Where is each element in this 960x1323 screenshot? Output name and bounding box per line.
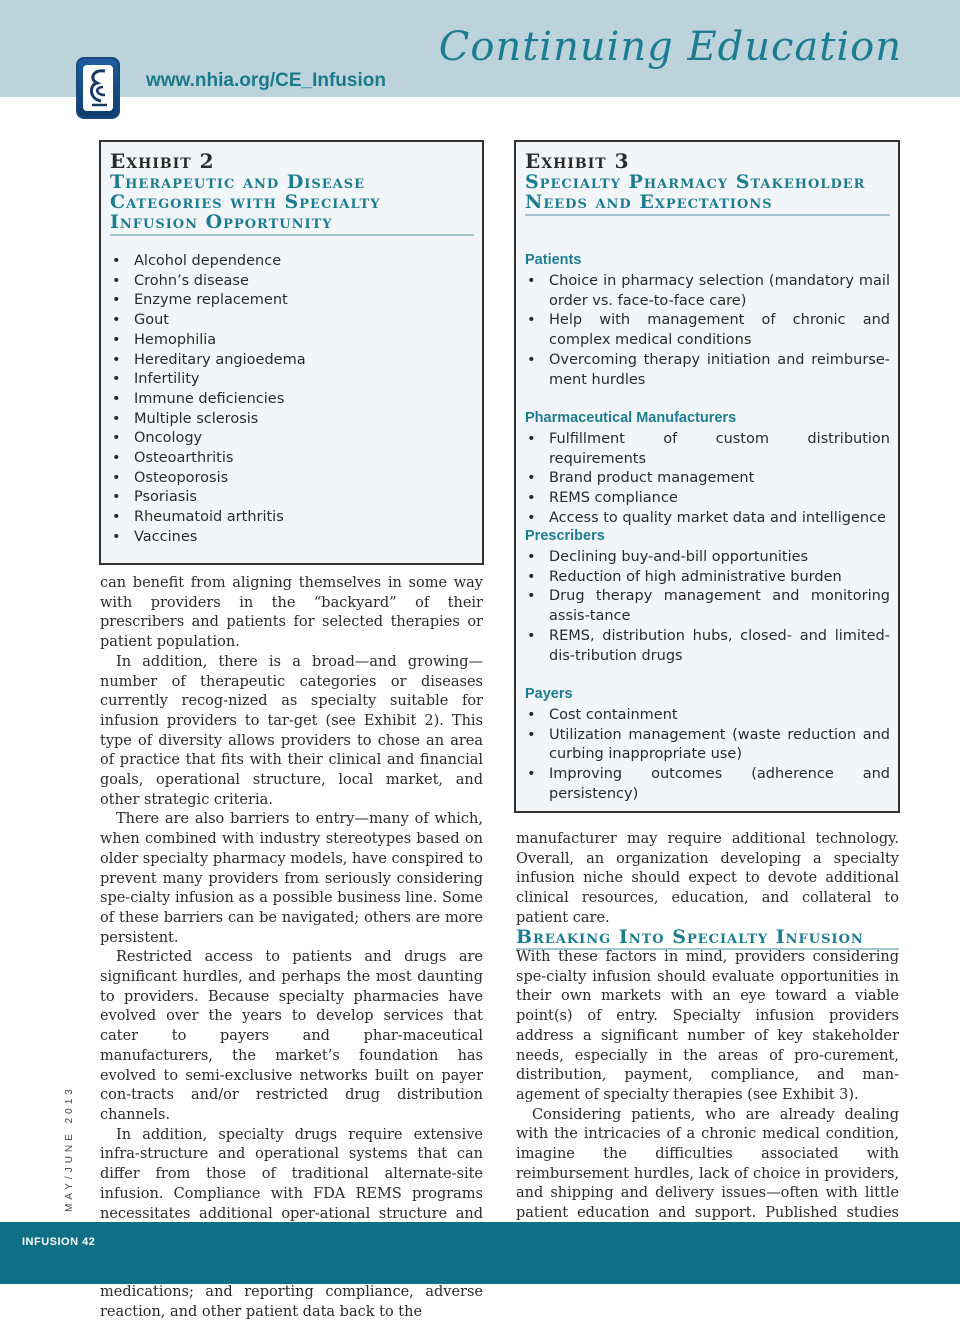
list-item: • Brand product management	[525, 469, 890, 489]
list-item: • Gout	[110, 311, 474, 331]
ce-glyph-icon	[83, 65, 113, 111]
header-url-link[interactable]: www.nhia.org/CE_Infusion	[146, 70, 386, 91]
list-item: • Utilization management (waste reduction and curbing inappropriate use)	[525, 726, 890, 765]
list-item: • Drug therapy management and monitoring assis-tance	[525, 587, 890, 626]
left-column-text	[100, 574, 483, 1323]
payers-list	[525, 706, 890, 805]
list-item: • Improving outcomes (adherence and persistency)	[525, 765, 890, 804]
exhibit-3-label: Exhibit 3	[525, 149, 630, 173]
list-item: • Enzyme replacement	[110, 291, 474, 311]
group-title-patients: Patients	[525, 252, 582, 268]
list-item: • Psoriasis	[110, 488, 474, 508]
list-item: • Hemophilia	[110, 331, 474, 351]
footer-band	[0, 1222, 960, 1284]
list-item: • Alcohol dependence	[110, 252, 474, 272]
manufacturers-list	[525, 430, 890, 529]
list-item: • Choice in pharmacy selection (mandatory mail order vs. face-to-face care)	[525, 272, 890, 311]
list-item: • Rheumatoid arthritis	[110, 508, 474, 528]
right-column-text-top	[516, 830, 899, 929]
list-item: • Vaccines	[110, 528, 474, 548]
paragraph: can benefit from aligning themselves in some way with providers in the “backyard” of their prescribers and patients for selected therapies or patient population.	[100, 575, 483, 651]
paragraph: manufacturer may require additional technology. Overall, an organization developing a specialty infusion niche should expect to devote additional clinical resources, education, and collateral to patient care.	[516, 831, 899, 926]
group-title-manufacturers: Pharmaceutical Manufacturers	[525, 410, 737, 426]
patients-list	[525, 272, 890, 390]
section-heading: Breaking Into Specialty Infusion	[516, 926, 899, 950]
prescribers-list	[525, 548, 890, 666]
right-column-text-bottom	[516, 948, 899, 1244]
list-item: • Immune deficiencies	[110, 390, 474, 410]
list-item: • REMS, distribution hubs, closed- and limited-dis-tribution drugs	[525, 627, 890, 666]
ce-logo-inner	[83, 65, 113, 111]
list-item: • Reduction of high administrative burden	[525, 568, 890, 588]
exhibit-3-heading: Specialty Pharmacy Stakeholder Needs and Expectations	[525, 172, 890, 216]
list-item: • Fulfillment of custom distribution requirements	[525, 430, 890, 469]
list-item: • Declining buy-and-bill opportunities	[525, 548, 890, 568]
exhibit-2-label: Exhibit 2	[110, 149, 215, 173]
group-title-prescribers: Prescribers	[525, 528, 605, 544]
paragraph: With these factors in mind, providers considering spe-cialty infusion should evaluate opportunities in their own markets with an eye toward a viable point(s) of entry. Specialty infusion providers address a significant number of key stakeholder needs, especially in the areas of pro-curement, distribution, payment, compliance, and man-agement of specialty therapies (see Exhibit 3).	[516, 949, 899, 1103]
list-item: • Help with management of chronic and complex medical conditions	[525, 311, 890, 350]
paragraph: Considering patients, who are already dealing with the intricacies of a chronic medical condition, imagine the difficulties associated with reimbursement hurdles, lack of choice in providers, and shipping and delivery issues—often with little patient education and support. Published studies	[516, 1106, 899, 1222]
paragraph: There are also barriers to entry—many of which, when combined with industry stereotypes based on older specialty pharmacy models, have conspired to prevent many providers from seriously considering spe-cialty infusion as a possible business line. Some of these barriers can be navigated; others are more persistent.	[100, 811, 483, 946]
exhibit-2-list	[110, 252, 474, 548]
list-item: • Cost containment	[525, 706, 890, 726]
exhibit-2-box	[99, 140, 484, 565]
group-title-payers: Payers	[525, 686, 573, 702]
list-item: • Infertility	[110, 370, 474, 390]
paragraph: In addition, specialty drugs require extensive infra-structure and operational systems that can differ from those of traditional alternate-site infusion. Compliance with FDA REMS programs necessitates additional oper-ational structure and medications; and reporting compliance, adverse reaction, and other patient data back to the	[100, 1126, 483, 1321]
list-item: • Crohn’s disease	[110, 272, 474, 292]
issue-date: MAY/JUNE 2013	[64, 1085, 75, 1212]
paragraph: In addition, there is a broad—and growing—number of therapeutic categories or diseases currently recog-nized as specialty suitable for infusion providers to tar-get (see Exhibit 2). This type of diversity allows providers to chose an area of practice that fits with their clinical and financial goals, operational structure, local market, and other strategic criteria.	[100, 653, 483, 808]
list-item: • Overcoming therapy initiation and reimburse-ment hurdles	[525, 351, 890, 390]
list-item: • Oncology	[110, 429, 474, 449]
exhibit-3-box	[514, 140, 900, 813]
exhibit-2-heading: Therapeutic and Disease Categories with Specialty Infusion Opportunity	[110, 172, 474, 236]
list-item: • Osteoarthritis	[110, 449, 474, 469]
page-label: INFUSION 42	[22, 1236, 96, 1248]
list-item: • REMS compliance	[525, 489, 890, 509]
ce-logo-icon	[76, 57, 120, 119]
paragraph: Restricted access to patients and drugs are significant hurdles, and perhaps the most daunting to providers. Because specialty pharmacies have evolved over the years to develop services that cater to payers and phar-maceutical manufacturers, the market’s foundation has evolved to semi-exclusive networks built on payer con-tracts and/or restricted drug distribution channels.	[100, 949, 483, 1123]
list-item: • Multiple sclerosis	[110, 410, 474, 430]
list-item: • Hereditary angioedema	[110, 351, 474, 371]
list-item: • Osteoporosis	[110, 469, 474, 489]
section-title: Continuing Education	[438, 24, 902, 70]
list-item: • Access to quality market data and intelligence	[525, 509, 890, 529]
